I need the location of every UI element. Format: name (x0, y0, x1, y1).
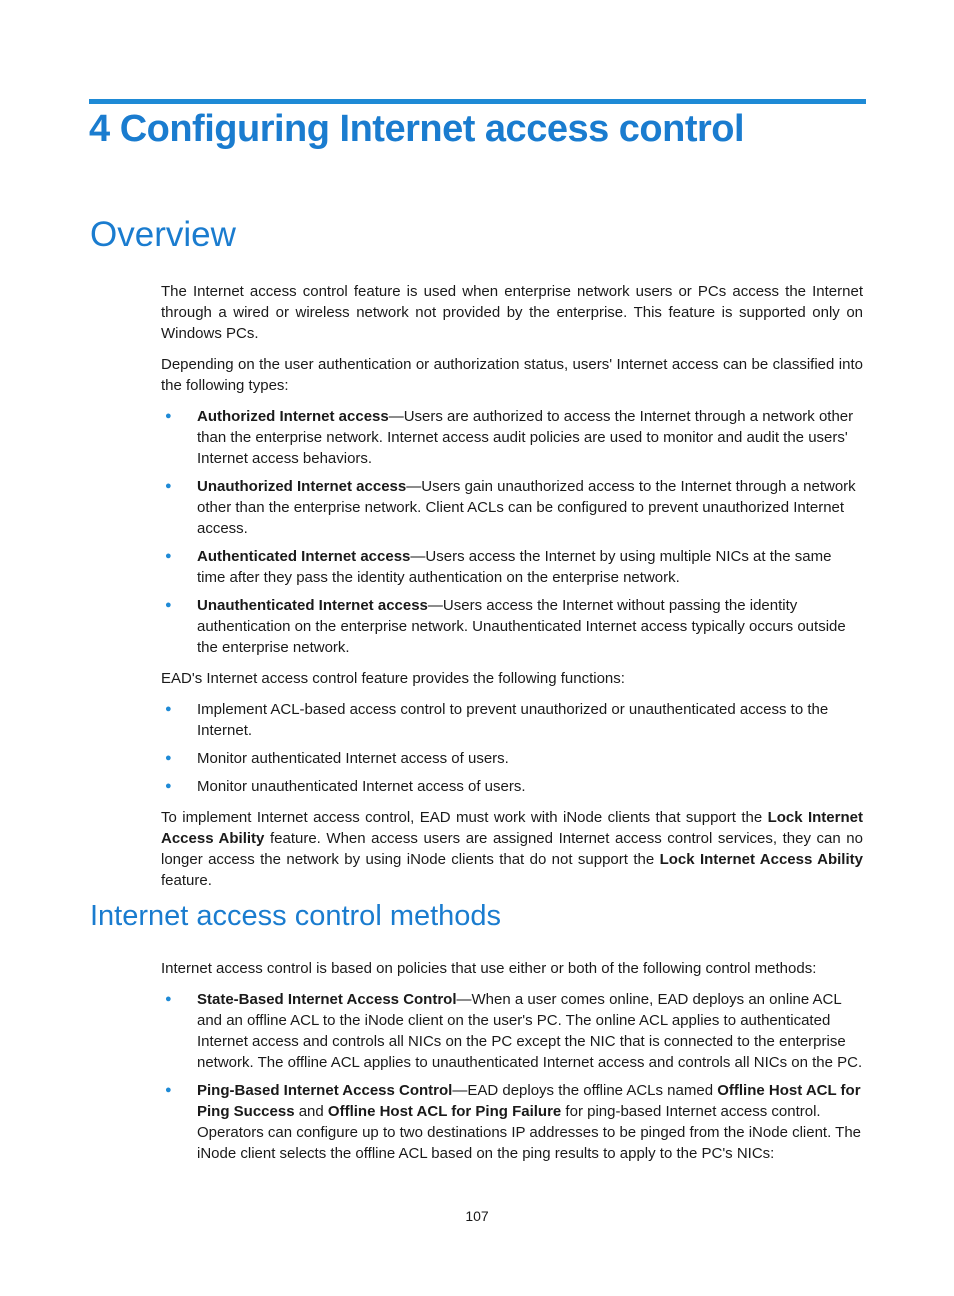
overview-intro: The Internet access control feature is used when enterprise network users or PCs access the Internet through a wired or wireless network not provided by the enterprise. This feature is supported only on Windows PCs. (161, 283, 863, 342)
bullet-icon: ● (165, 480, 172, 492)
description-3: for ping-based Internet access control. Operators can configure up to two destinations IP addresses to be pinged from the iNode client. The iNode client selects the offline ACL based on the ping results to apply to the PC's NICs: (197, 1103, 862, 1162)
term: State-Based Internet Access Control (197, 991, 457, 1008)
closing-text-3: feature. (161, 872, 212, 889)
bullet-icon: ● (165, 410, 172, 422)
description-1: —EAD deploys the offline ACLs named (452, 1082, 718, 1099)
bullet-icon: ● (165, 780, 172, 792)
overview-body (161, 281, 863, 901)
function-text: Implement ACL-based access control to prevent unauthorized or unauthenticated access to the Internet. (197, 701, 829, 739)
term: Unauthenticated Internet access (197, 597, 428, 614)
description-2: and (294, 1103, 328, 1120)
list-item (161, 989, 863, 1073)
methods-intro: Internet access control is based on policies that use either or both of the following control methods: (161, 960, 817, 977)
list-item (161, 1080, 863, 1164)
list-item (161, 595, 863, 658)
bullet-icon: ● (165, 752, 172, 764)
functions-intro: EAD's Internet access control feature provides the following functions: (161, 670, 625, 687)
types-list (161, 406, 863, 658)
closing-bold-2: Lock Internet Access Ability (659, 851, 863, 868)
bullet-icon: ● (165, 599, 172, 611)
chapter-title: 4 Configuring Internet access control (89, 108, 745, 150)
term: Unauthorized Internet access (197, 478, 407, 495)
types-intro: Depending on the user authentication or authorization status, users' Internet access can be classified into the following types: (161, 356, 863, 394)
page-number: 107 (465, 1208, 489, 1224)
methods-heading: Internet access control methods (90, 900, 502, 932)
term: Authorized Internet access (197, 408, 389, 425)
methods-body (161, 958, 863, 1174)
description: —Users access the Internet without passing the identity authentication on the enterprise network. Unauthenticated Internet access typically occurs outside the enterprise network. (197, 597, 846, 656)
term: Ping-Based Internet Access Control (197, 1082, 453, 1099)
closing-text-1: To implement Internet access control, EAD must work with iNode clients that support the (161, 809, 768, 826)
bullet-icon: ● (165, 993, 172, 1005)
bullet-icon: ● (165, 550, 172, 562)
closing-bold-1: Lock Internet Access Ability (161, 809, 863, 847)
acl-name-success: Offline Host ACL for Ping Success (197, 1082, 861, 1120)
function-text: Monitor authenticated Internet access of users. (197, 750, 509, 767)
closing-text-2: feature. When access users are assigned Internet access control services, they can no longer access the network by using iNode clients that do not support the (161, 830, 863, 868)
term: Authenticated Internet access (197, 548, 411, 565)
description: —Users access the Internet by using multiple NICs at the same time after they pass the identity authentication on the enterprise network. (197, 548, 832, 586)
closing-paragraph (161, 807, 863, 891)
list-item (161, 476, 863, 539)
methods-list (161, 989, 863, 1164)
bullet-icon: ● (165, 703, 172, 715)
list-item (161, 748, 863, 769)
list-item (161, 699, 863, 741)
acl-name-failure: Offline Host ACL for Ping Failure (327, 1103, 562, 1120)
description: —When a user comes online, EAD deploys an online ACL and an offline ACL to the iNode client on the user's PC. The online ACL applies to authenticated Internet access and controls all NICs on the PC except the NIC that is connected to the enterprise network. The offline ACL applies to unauthenticated Internet access and controls all NICs on the PC. (197, 991, 863, 1071)
description: —Users gain unauthorized access to the Internet through a network other than the enterprise network. Client ACLs can be configured to prevent unauthorized Internet access. (197, 478, 856, 537)
list-item (161, 776, 863, 797)
description: —Users are authorized to access the Internet through a network other than the enterprise network. Internet access audit policies are used to monitor and audit the users' Internet access behaviors. (197, 408, 854, 467)
chapter-rule (89, 99, 866, 104)
function-text: Monitor unauthenticated Internet access of users. (197, 778, 526, 795)
overview-heading: Overview (90, 215, 236, 254)
list-item (161, 406, 863, 469)
bullet-icon: ● (165, 1084, 172, 1096)
list-item (161, 546, 863, 588)
functions-list (161, 699, 863, 797)
